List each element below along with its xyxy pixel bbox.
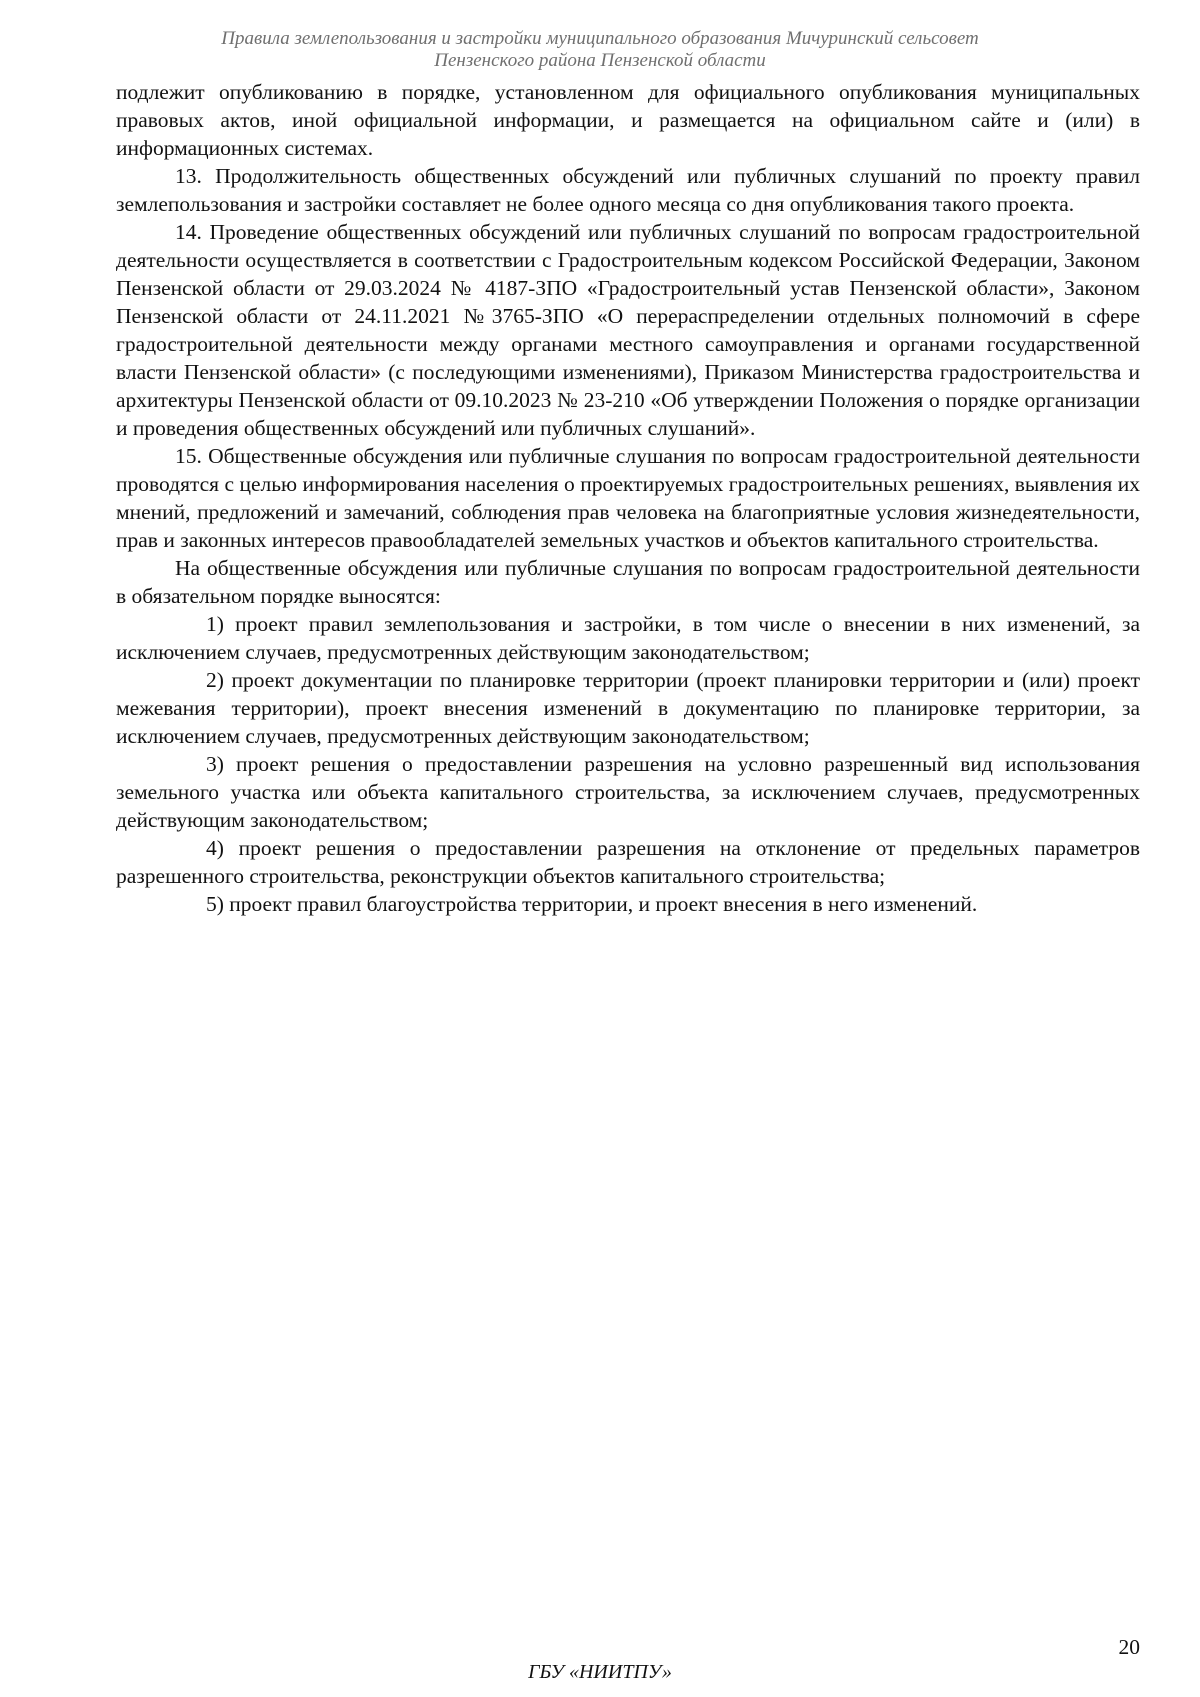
paragraph-continuation: подлежит опубликованию в порядке, установленном для официального опубликования муниципальных правовых актов, иной официальной информации, и размещается на официальном сайте и (или) в информационных системах. bbox=[116, 80, 1140, 160]
header-line-2: Пензенского района Пензенской области bbox=[434, 50, 766, 71]
running-header bbox=[0, 28, 1200, 72]
page-footer: ГБУ «НИИТПУ» bbox=[528, 1661, 672, 1683]
header-line-1: Правила землепользования и застройки муниципального образования Мичуринский сельсовет bbox=[221, 28, 979, 49]
document-body bbox=[116, 78, 1140, 918]
paragraph-15: 15. Общественные обсуждения или публичные слушания по вопросам градостроительной деятельности проводятся с целью информирования населения о проектируемых градостроительных решениях, выявления их мнений, предложений и замечаний, соблюдения прав человека на благоприятные условия жизнедеятельности, прав и законных интересов правообладателей земельных участков и объектов капитального строительства. bbox=[116, 444, 1140, 552]
list-item-4: 4) проект решения о предоставлении разрешения на отклонение от предельных параметров разрешенного строительства, реконструкции объектов капитального строительства; bbox=[116, 836, 1140, 888]
page-number: 20 bbox=[1118, 1635, 1140, 1659]
list-item-3: 3) проект решения о предоставлении разрешения на условно разрешенный вид использования земельного участка или объекта капитального строительства, за исключением случаев, предусмотренных действующим законодательством; bbox=[116, 752, 1140, 832]
paragraph-14: 14. Проведение общественных обсуждений или публичных слушаний по вопросам градостроительной деятельности осуществляется в соответствии с Градостроительным кодексом Российской Федерации, Законом Пензенской области от 29.03.2024 № 4187-ЗПО «Градостроительный устав Пензенской области», Законом Пензенской области от 24.11.2021 №3765-ЗПО «О перераспределении отдельных полномочий в сфере градостроительной деятельности между органами местного самоуправления и органами государственной власти Пензенской области» (с последующими изменениями), Приказом Министерства градостроительства и архитектуры Пензенской области от 09.10.2023 № 23-210 «Об утверждении Положения о порядке организации и проведения общественных обсуждений или публичных слушаний». bbox=[116, 220, 1140, 440]
paragraph-list-intro: На общественные обсуждения или публичные слушания по вопросам градостроительной деятельности в обязательном порядке выносятся: bbox=[116, 556, 1140, 608]
list-item-5: 5) проект правил благоустройства территории, и проект внесения в него изменений. bbox=[206, 892, 978, 916]
list-item-2: 2) проект документации по планировке территории (проект планировки территории и (или) проект межевания территории), проект внесения изменений в документацию по планировке территории, за исключением случаев, предусмотренных действующим законодательством; bbox=[116, 668, 1140, 748]
list-item-1: 1) проект правил землепользования и застройки, в том числе о внесении в них изменений, за исключением случаев, предусмотренных действующим законодательством; bbox=[116, 612, 1140, 664]
paragraph-13: 13. Продолжительность общественных обсуждений или публичных слушаний по проекту правил землепользования и застройки составляет не более одного месяца со дня опубликования такого проекта. bbox=[116, 164, 1140, 216]
